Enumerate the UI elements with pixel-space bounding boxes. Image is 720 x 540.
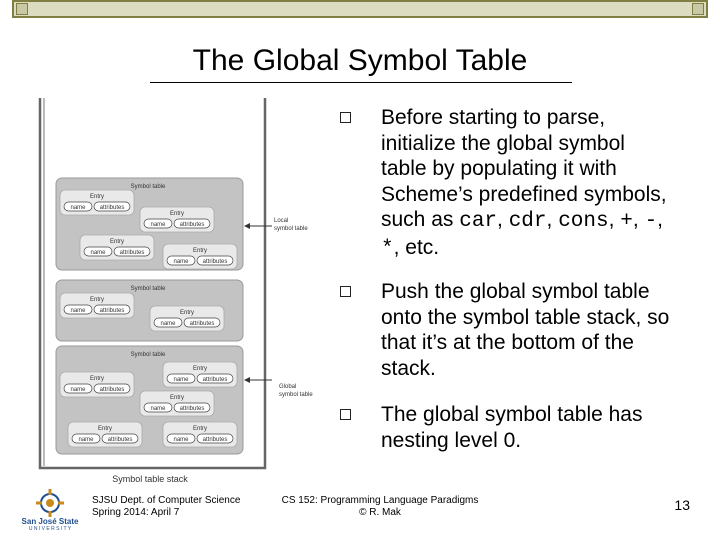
entry-name-label: name [70,308,86,314]
code-token: + [620,210,633,234]
entry-label: Entry [89,297,105,303]
university-logo [18,486,82,532]
logo-text-line2: U N I V E R S I T Y [28,526,72,532]
entry-label: Entry [89,194,105,200]
code-token: * [381,237,394,261]
page-number: 13 [674,497,690,513]
entry-name-label: name [150,406,166,412]
code-token: car [459,210,498,234]
local-arrowhead-icon [244,223,250,229]
symbol-table-label: Symbol table [130,352,166,358]
text-run: , [657,208,664,232]
entry-name-label: name [173,437,189,443]
footer-course: CS 152: Programming Language Paradigms [281,495,479,506]
entry-label: Entry [192,366,208,372]
entry-attributes-label: attributes [189,321,215,327]
footer-left [92,495,240,519]
entry-name-label: name [173,259,189,265]
entry-label: Entry [97,426,113,432]
entry-attributes-label: attributes [99,387,125,393]
entry-attributes-label: attributes [202,437,228,443]
global-table-label: symbol table [279,392,313,398]
text-run: , etc. [393,235,440,259]
entry-label: Entry [179,310,195,316]
text-run: , [546,208,559,232]
bullet-square-icon [340,286,351,297]
bullet-text [381,279,671,381]
stack-frame-shadow [43,98,45,466]
local-table-label: symbol table [274,226,308,232]
logo-seal-icon [36,489,64,517]
logo-text-line1: San José State [21,517,79,526]
symbol-table-label: Symbol table [130,286,166,292]
entry-label: Entry [192,248,208,254]
text-run: , [608,208,621,232]
bullet-square-icon [340,112,351,123]
text-run: The global symbol table has nesting level 0. [381,403,643,452]
stack-caption: Symbol table stack [112,474,188,484]
footer-dept: SJSU Dept. of Computer Science [92,495,241,506]
text-run: Before starting to parse, initialize the global symbol table by populating it with Scheme’s predefined symbols, such as [381,106,667,232]
entry-attributes-label: attributes [179,222,205,228]
text-run: Push the global symbol table onto the symbol table stack, so that it’s at the bottom of the stack. [381,280,670,380]
entry-name-label: name [90,250,106,256]
footer-author: © R. Mak [359,507,401,518]
bullet-square-icon [340,409,351,420]
text-run: , [497,208,509,232]
entry-name-label: name [70,387,86,393]
symbol-table-label: Symbol table [130,184,166,190]
entry-label: Entry [109,239,125,245]
footer-center [250,495,510,519]
text-run: , [632,208,645,232]
entry-attributes-label: attributes [99,308,125,314]
entry-name-label: name [173,377,189,383]
entry-label: Entry [169,211,185,217]
bullet-text [381,402,671,453]
entry-label: Entry [89,376,105,382]
local-table-label: Local [274,218,289,224]
entry-label: Entry [169,395,185,401]
code-token: cdr [508,210,547,234]
entry-name-label: name [150,222,166,228]
global-arrowhead-icon [244,377,250,383]
entry-attributes-label: attributes [119,250,145,256]
global-table-label: Global [279,384,297,390]
bullet-text [381,105,671,263]
entry-name-label: name [70,205,86,211]
entry-attributes-label: attributes [107,437,133,443]
entry-label: Entry [192,426,208,432]
entry-attributes-label: attributes [202,259,228,265]
entry-attributes-label: attributes [179,406,205,412]
entry-name-label: name [160,321,176,327]
entry-attributes-label: attributes [99,205,125,211]
code-token: - [644,210,658,234]
footer-date: Spring 2014: April 7 [92,507,180,518]
entry-attributes-label: attributes [202,377,228,383]
code-token: cons [558,210,609,234]
slide-title: The Global Symbol Table [192,44,528,77]
entry-name-label: name [78,437,94,443]
